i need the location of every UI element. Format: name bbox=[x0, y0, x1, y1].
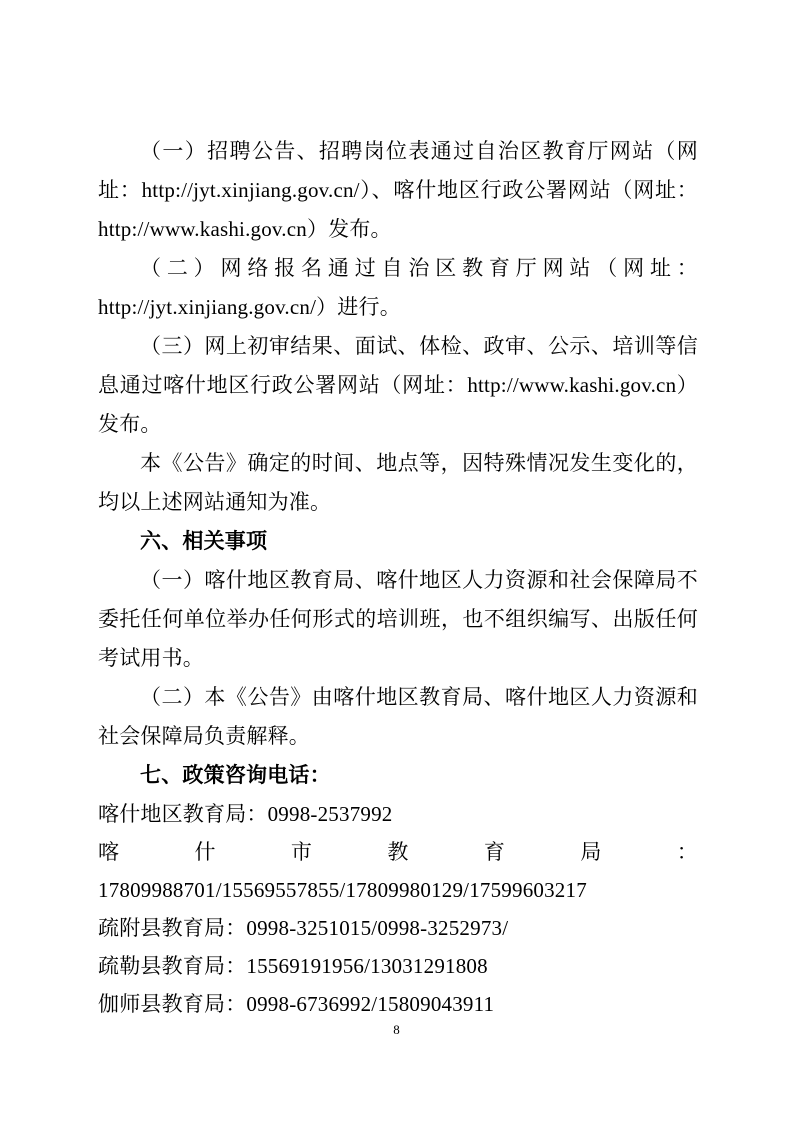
phone-line-shufu-county: 疏附县教育局：0998-3251015/0998-3252973/ bbox=[98, 916, 509, 940]
document-body bbox=[98, 132, 698, 1023]
phone-line-jiashi-county: 伽师县教育局：0998-6736992/15809043911 bbox=[98, 992, 495, 1016]
section-heading-seven: 七、政策咨询电话： bbox=[140, 763, 331, 787]
paragraph-online-registration: （二）网络报名通过自治区教育厅网站（网址：http://jyt.xinjiang.gov.cn/）进行。 bbox=[98, 256, 698, 319]
section-heading-six: 六、相关事项 bbox=[140, 529, 268, 553]
phone-line-shule-county: 疏勒县教育局：15569191956/13031291808 bbox=[98, 954, 488, 978]
paragraph-interpretation-rights: （二）本《公告》由喀什地区教育局、喀什地区人力资源和社会保障局负责解释。 bbox=[98, 685, 698, 748]
page-number: 8 bbox=[393, 1022, 400, 1037]
paragraph-review-results: （三）网上初审结果、面试、体检、政审、公示、培训等信息通过喀什地区行政公署网站（网址：http://www.kashi.gov.cn）发布。 bbox=[98, 334, 698, 436]
paragraph-no-training-classes: （一）喀什地区教育局、喀什地区人力资源和社会保障局不委托任何单位举办任何形式的培训班，也不组织编写、出版任何考试用书。 bbox=[98, 568, 698, 670]
phone-line-kashi-city: 喀什市教育局：17809988701/15569557855/17809980129/17599603217 bbox=[98, 840, 698, 902]
paragraph-notice-changes: 本《公告》确定的时间、地点等，因特殊情况发生变化的，均以上述网站通知为准。 bbox=[98, 451, 698, 514]
phone-line-kashi-prefecture: 喀什地区教育局：0998-2537992 bbox=[98, 802, 393, 826]
paragraph-announcement-channels: （一）招聘公告、招聘岗位表通过自治区教育厅网站（网址：http://jyt.xinjiang.gov.cn/）、喀什地区行政公署网站（网址：http://www.kashi.gov.cn）发布。 bbox=[98, 139, 698, 241]
